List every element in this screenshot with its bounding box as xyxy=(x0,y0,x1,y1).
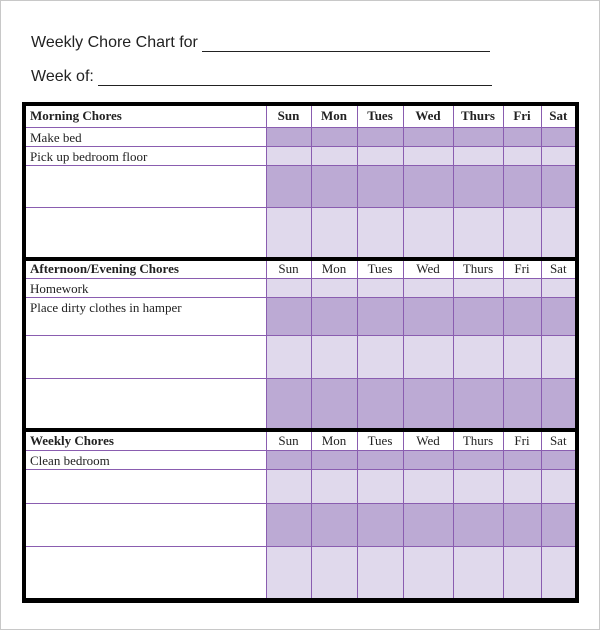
checkbox-cell-thurs[interactable] xyxy=(453,127,503,146)
checkbox-cell-thurs[interactable] xyxy=(453,450,503,469)
chore-row xyxy=(26,503,575,546)
chore-name[interactable] xyxy=(26,378,266,430)
checkbox-cell-sun[interactable] xyxy=(266,146,311,165)
checkbox-cell-wed[interactable] xyxy=(403,378,453,430)
checkbox-cell-sun[interactable] xyxy=(266,207,311,259)
checkbox-cell-wed[interactable] xyxy=(403,450,453,469)
checkbox-cell-tues[interactable] xyxy=(357,146,403,165)
checkbox-cell-fri[interactable] xyxy=(503,469,541,503)
checkbox-cell-sat[interactable] xyxy=(541,335,575,378)
checkbox-cell-wed[interactable] xyxy=(403,146,453,165)
checkbox-cell-fri[interactable] xyxy=(503,335,541,378)
checkbox-cell-mon[interactable] xyxy=(311,469,357,503)
checkbox-cell-wed[interactable] xyxy=(403,503,453,546)
chore-row xyxy=(26,335,575,378)
chore-name[interactable]: Pick up bedroom floor xyxy=(26,146,266,165)
checkbox-cell-tues[interactable] xyxy=(357,278,403,297)
checkbox-cell-mon[interactable] xyxy=(311,335,357,378)
week-of-line xyxy=(31,68,492,86)
checkbox-cell-tues[interactable] xyxy=(357,165,403,207)
checkbox-cell-sun[interactable] xyxy=(266,450,311,469)
day-header-wed: Wed xyxy=(403,259,453,278)
checkbox-cell-fri[interactable] xyxy=(503,278,541,297)
checkbox-cell-tues[interactable] xyxy=(357,335,403,378)
day-header-sun: Sun xyxy=(266,430,311,450)
day-header-tues: Tues xyxy=(357,430,403,450)
chore-row xyxy=(26,127,575,146)
chore-name[interactable]: Homework xyxy=(26,278,266,297)
checkbox-cell-thurs[interactable] xyxy=(453,546,503,598)
checkbox-cell-mon[interactable] xyxy=(311,146,357,165)
section-title: Afternoon/Evening Chores xyxy=(26,259,266,278)
checkbox-cell-mon[interactable] xyxy=(311,450,357,469)
checkbox-cell-tues[interactable] xyxy=(357,297,403,335)
section-header-row xyxy=(26,430,575,450)
checkbox-cell-tues[interactable] xyxy=(357,546,403,598)
checkbox-cell-wed[interactable] xyxy=(403,335,453,378)
day-header-wed: Wed xyxy=(403,106,453,127)
checkbox-cell-tues[interactable] xyxy=(357,450,403,469)
checkbox-cell-fri[interactable] xyxy=(503,450,541,469)
day-header-thurs: Thurs xyxy=(453,106,503,127)
checkbox-cell-fri[interactable] xyxy=(503,165,541,207)
checkbox-cell-sun[interactable] xyxy=(266,335,311,378)
checkbox-cell-sat[interactable] xyxy=(541,450,575,469)
checkbox-cell-sun[interactable] xyxy=(266,546,311,598)
section-title: Weekly Chores xyxy=(26,430,266,450)
checkbox-cell-wed[interactable] xyxy=(403,546,453,598)
checkbox-cell-sun[interactable] xyxy=(266,165,311,207)
checkbox-cell-thurs[interactable] xyxy=(453,297,503,335)
week-of-label: Week of: xyxy=(31,68,94,85)
chore-row xyxy=(26,450,575,469)
day-header-thurs: Thurs xyxy=(453,259,503,278)
checkbox-cell-wed[interactable] xyxy=(403,207,453,259)
chore-row xyxy=(26,278,575,297)
chore-row xyxy=(26,378,575,430)
chore-name[interactable] xyxy=(26,469,266,503)
checkbox-cell-sat[interactable] xyxy=(541,278,575,297)
checkbox-cell-sat[interactable] xyxy=(541,165,575,207)
week-of-blank[interactable] xyxy=(98,68,492,86)
checkbox-cell-mon[interactable] xyxy=(311,127,357,146)
checkbox-cell-sat[interactable] xyxy=(541,378,575,430)
chore-row xyxy=(26,207,575,259)
checkbox-cell-thurs[interactable] xyxy=(453,165,503,207)
chore-row xyxy=(26,297,575,335)
section-header-row xyxy=(26,106,575,127)
checkbox-cell-thurs[interactable] xyxy=(453,278,503,297)
chore-row xyxy=(26,146,575,165)
day-header-sun: Sun xyxy=(266,259,311,278)
checkbox-cell-sat[interactable] xyxy=(541,469,575,503)
checkbox-cell-fri[interactable] xyxy=(503,207,541,259)
child-name-blank[interactable] xyxy=(202,34,490,52)
checkbox-cell-tues[interactable] xyxy=(357,207,403,259)
checkbox-cell-sun[interactable] xyxy=(266,278,311,297)
chart-title-label: Weekly Chore Chart for xyxy=(31,34,198,51)
day-header-tues: Tues xyxy=(357,106,403,127)
chart-title-line xyxy=(31,34,490,52)
checkbox-cell-mon[interactable] xyxy=(311,165,357,207)
day-header-mon: Mon xyxy=(311,430,357,450)
checkbox-cell-tues[interactable] xyxy=(357,503,403,546)
checkbox-cell-fri[interactable] xyxy=(503,127,541,146)
checkbox-cell-sun[interactable] xyxy=(266,469,311,503)
chore-chart xyxy=(22,102,579,603)
checkbox-cell-wed[interactable] xyxy=(403,297,453,335)
checkbox-cell-wed[interactable] xyxy=(403,469,453,503)
checkbox-cell-sat[interactable] xyxy=(541,546,575,598)
checkbox-cell-mon[interactable] xyxy=(311,278,357,297)
day-header-thurs: Thurs xyxy=(453,430,503,450)
checkbox-cell-wed[interactable] xyxy=(403,127,453,146)
checkbox-cell-wed[interactable] xyxy=(403,278,453,297)
day-header-mon: Mon xyxy=(311,106,357,127)
checkbox-cell-sat[interactable] xyxy=(541,297,575,335)
checkbox-cell-sun[interactable] xyxy=(266,503,311,546)
chore-name[interactable]: Make bed xyxy=(26,127,266,146)
day-header-tues: Tues xyxy=(357,259,403,278)
checkbox-cell-thurs[interactable] xyxy=(453,335,503,378)
checkbox-cell-fri[interactable] xyxy=(503,297,541,335)
chore-row xyxy=(26,469,575,503)
chore-name[interactable] xyxy=(26,546,266,598)
checkbox-cell-thurs[interactable] xyxy=(453,469,503,503)
chore-name[interactable] xyxy=(26,165,266,207)
checkbox-cell-thurs[interactable] xyxy=(453,207,503,259)
checkbox-cell-sat[interactable] xyxy=(541,146,575,165)
day-header-sun: Sun xyxy=(266,106,311,127)
checkbox-cell-fri[interactable] xyxy=(503,546,541,598)
checkbox-cell-mon[interactable] xyxy=(311,503,357,546)
day-header-mon: Mon xyxy=(311,259,357,278)
checkbox-cell-tues[interactable] xyxy=(357,127,403,146)
day-header-fri: Fri xyxy=(503,106,541,127)
day-header-fri: Fri xyxy=(503,430,541,450)
checkbox-cell-mon[interactable] xyxy=(311,207,357,259)
chore-row xyxy=(26,165,575,207)
checkbox-cell-mon[interactable] xyxy=(311,546,357,598)
day-header-sat: Sat xyxy=(541,430,575,450)
chore-name[interactable] xyxy=(26,207,266,259)
checkbox-cell-sat[interactable] xyxy=(541,207,575,259)
checkbox-cell-mon[interactable] xyxy=(311,378,357,430)
chore-name[interactable]: Clean bedroom xyxy=(26,450,266,469)
checkbox-cell-sat[interactable] xyxy=(541,127,575,146)
chore-name[interactable] xyxy=(26,503,266,546)
day-header-sat: Sat xyxy=(541,106,575,127)
chore-row xyxy=(26,546,575,598)
checkbox-cell-fri[interactable] xyxy=(503,146,541,165)
checkbox-cell-sun[interactable] xyxy=(266,378,311,430)
checkbox-cell-tues[interactable] xyxy=(357,378,403,430)
checkbox-cell-tues[interactable] xyxy=(357,469,403,503)
chore-name[interactable] xyxy=(26,335,266,378)
chore-table xyxy=(26,106,575,598)
checkbox-cell-mon[interactable] xyxy=(311,297,357,335)
checkbox-cell-thurs[interactable] xyxy=(453,146,503,165)
checkbox-cell-fri[interactable] xyxy=(503,503,541,546)
chore-name[interactable]: Place dirty clothes in hamper xyxy=(26,297,266,335)
section-header-row xyxy=(26,259,575,278)
checkbox-cell-sun[interactable] xyxy=(266,127,311,146)
checkbox-cell-wed[interactable] xyxy=(403,165,453,207)
checkbox-cell-thurs[interactable] xyxy=(453,503,503,546)
section-title: Morning Chores xyxy=(26,106,266,127)
day-header-fri: Fri xyxy=(503,259,541,278)
checkbox-cell-sun[interactable] xyxy=(266,297,311,335)
checkbox-cell-fri[interactable] xyxy=(503,378,541,430)
checkbox-cell-sat[interactable] xyxy=(541,503,575,546)
day-header-wed: Wed xyxy=(403,430,453,450)
checkbox-cell-thurs[interactable] xyxy=(453,378,503,430)
day-header-sat: Sat xyxy=(541,259,575,278)
